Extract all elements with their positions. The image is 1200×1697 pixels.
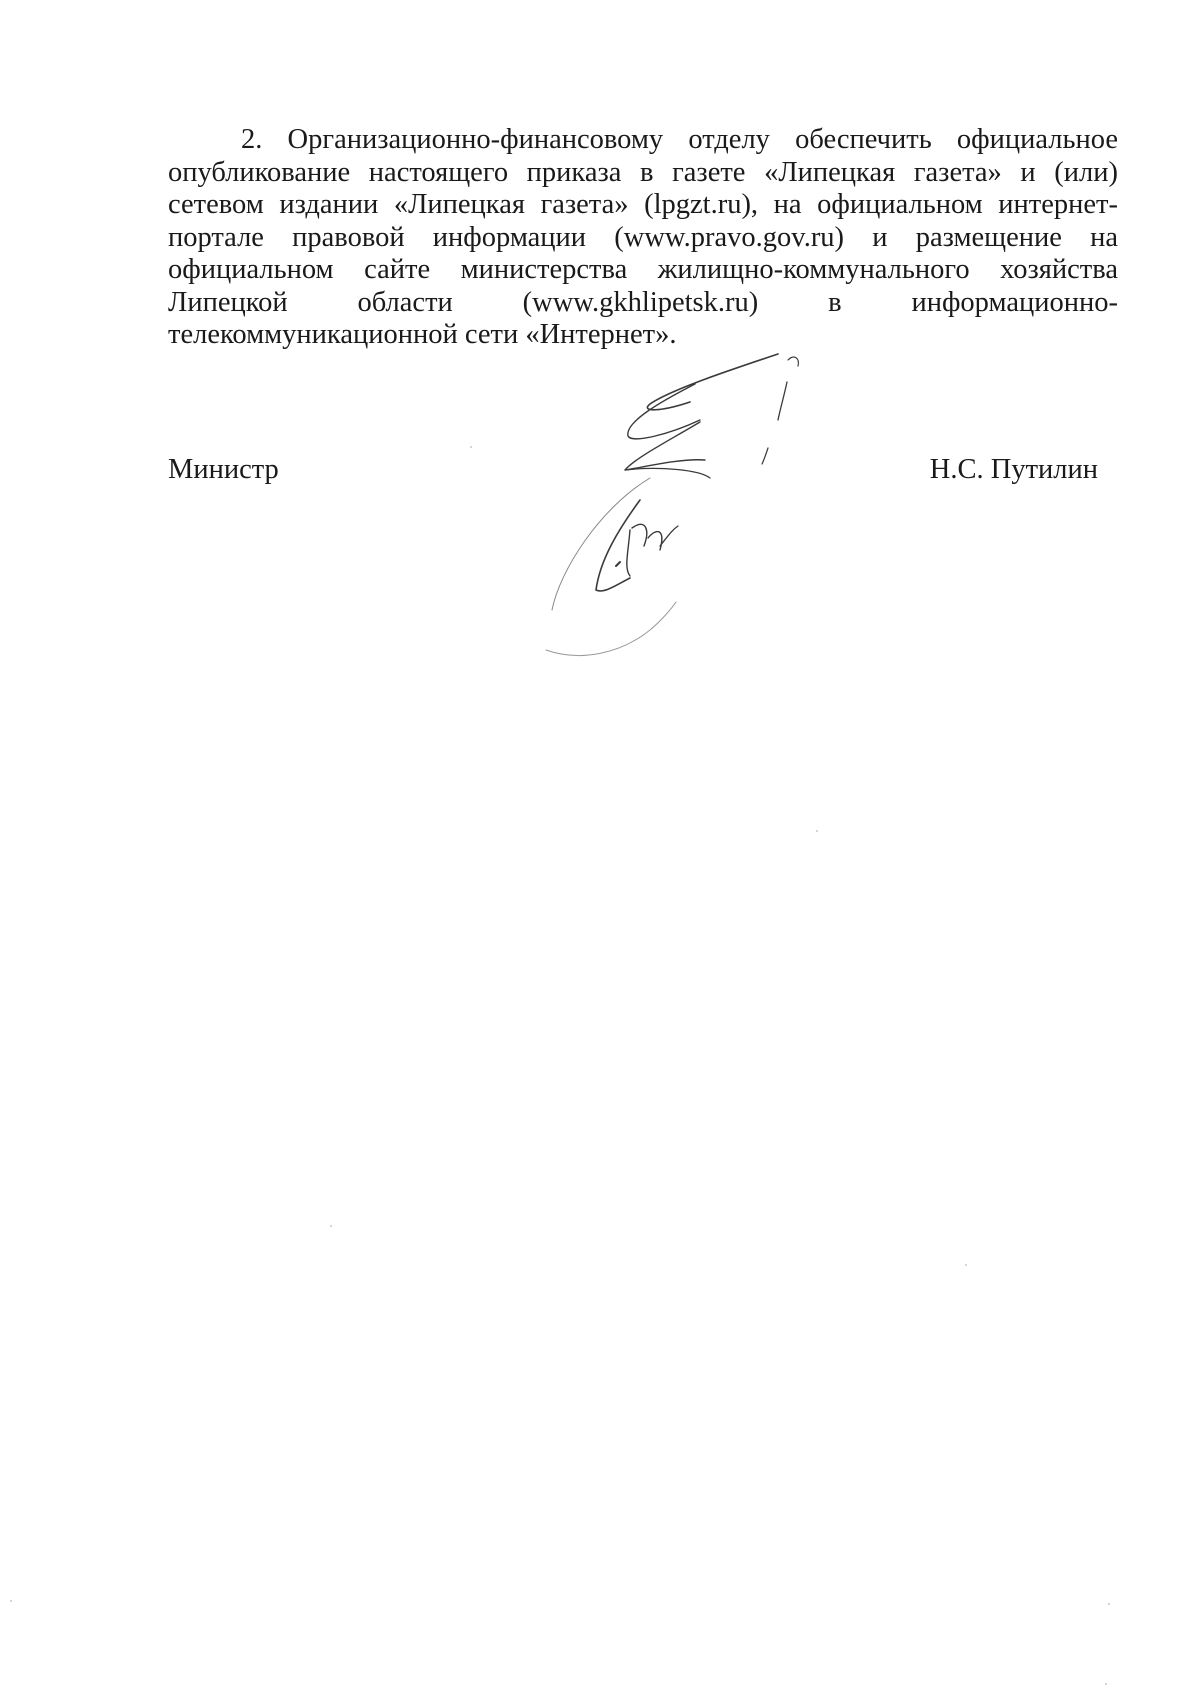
scan-speck bbox=[330, 1225, 332, 1227]
scan-speck bbox=[1108, 1603, 1110, 1605]
scan-speck bbox=[10, 1600, 12, 1602]
signatory-title: Министр bbox=[168, 454, 279, 485]
signature-block bbox=[168, 454, 1098, 494]
scan-speck bbox=[816, 830, 818, 832]
scan-speck bbox=[470, 446, 472, 448]
signatory-name: Н.С. Путилин bbox=[929, 454, 1098, 485]
scan-speck bbox=[1105, 1683, 1107, 1685]
scan-speck bbox=[965, 1264, 967, 1266]
body-paragraph: 2. Организационно-финансовому отделу обеспечить официальное опубликование настоящего приказа в газете «Липецкая газета» и (или) сетевом издании «Липецкая газета» (lpgzt.ru), на официальном интернет-портале правовой информации (www.pravo.gov.ru) и размещение на официальном сайте министерства жилищно-коммунального хозяйства Липецкой области (www.gkhlipetsk.ru) в информационно-телекоммуникационной сети «Интернет». bbox=[168, 124, 1118, 350]
handwritten-signature bbox=[500, 340, 820, 680]
